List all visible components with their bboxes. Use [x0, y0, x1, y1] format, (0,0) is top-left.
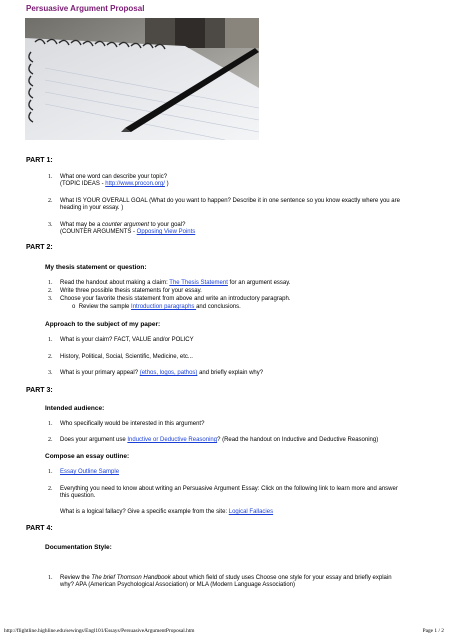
- list-number: 3.: [48, 370, 53, 376]
- list-number: 1.: [48, 280, 53, 286]
- list-item: History, Political, Social, Scientific, Medicine, etc...: [60, 354, 193, 360]
- list-number: 2.: [48, 486, 53, 492]
- part-2-label: PART 2:: [26, 244, 53, 251]
- section-heading: Intended audience:: [45, 405, 105, 412]
- list-number: 2.: [48, 198, 53, 204]
- list-item: Write three possible thesis statements for your essay.: [60, 288, 202, 294]
- part-4-label: PART 4:: [26, 525, 53, 532]
- section-heading: My thesis statement or question:: [45, 264, 147, 271]
- section-heading: Approach to the subject of my paper:: [45, 321, 161, 328]
- list-number: 2.: [48, 288, 53, 294]
- list-item: Review the The brief Thomson Handbook about which field of study uses Choose one style for your essay and briefly explain why? APA (American Psychological Association) or MLA (Modern Language Association): [60, 575, 392, 589]
- question-text: What one word can describe your topic?: [60, 174, 168, 180]
- procon-link[interactable]: http://www.procon.org/: [105, 181, 165, 188]
- introduction-paragraphs-link[interactable]: Introduction paragraphs: [131, 304, 197, 310]
- list-number: 2.: [48, 437, 53, 443]
- list-item-continuation: What is a logical fallacy? Give a specific example from the site: Logical Fallacies: [60, 509, 274, 515]
- sub-list-item: o Review the sample Introduction paragraphs and conclusions.: [72, 304, 241, 310]
- list-number: 2.: [48, 354, 53, 360]
- inductive-deductive-link[interactable]: Inductive or Deductive Reasoning: [127, 437, 218, 443]
- opposing-view-points-link[interactable]: Opposing View Points: [136, 229, 196, 236]
- list-number: 1.: [48, 575, 53, 581]
- thesis-statement-link[interactable]: The Thesis Statement: [169, 280, 228, 286]
- list-item: Everything you need to know about writing an Persuasive Argument Essay: Click on the following link to learn more and answer this question.: [60, 486, 398, 500]
- list-item: What one word can describe your topic? (TOPIC IDEAS - http://www.procon.org/ ): [60, 174, 440, 189]
- list-item: Does your argument use Inductive or Deductive Reasoning? (Read the handout on Inductive and Deductive Reasoning): [60, 437, 379, 443]
- footer-url: http://flightline.highline.edu/sewings/Engl101/Essays/PersuasiveArgumentProposal.htm: [4, 628, 195, 634]
- essay-outline-sample-link[interactable]: Essay Outline Sample: [60, 469, 120, 475]
- list-number: 1.: [48, 421, 53, 427]
- list-item: Choose your favorite thesis statement from above and write an introductory paragraph.: [60, 296, 291, 302]
- list-item: Who specifically would be interested in this argument?: [60, 421, 205, 427]
- notebook-pen-photo: [25, 18, 259, 140]
- page-number: Page 1 / 2: [422, 628, 444, 634]
- list-number: 1.: [48, 469, 53, 475]
- page-title: Persuasive Argument Proposal: [26, 4, 145, 13]
- section-heading: Documentation Style:: [45, 544, 112, 551]
- list-number: 1.: [48, 174, 53, 180]
- part-3-label: PART 3:: [26, 387, 53, 394]
- list-number: 3.: [48, 296, 53, 302]
- list-number: 3.: [48, 222, 53, 228]
- ethos-logos-pathos-link[interactable]: (ethos, logos, pathos): [139, 370, 198, 376]
- part-1-label: PART 1:: [26, 157, 53, 164]
- list-item: What is your primary appeal? (ethos, logos, pathos) and briefly explain why?: [60, 370, 264, 376]
- logical-fallacies-link[interactable]: Logical Fallacies: [228, 509, 274, 515]
- list-item: Read the handout about making a claim: The Thesis Statement for an argument essay.: [60, 280, 291, 286]
- list-item: What IS YOUR OVERALL GOAL (What do you want to happen? Describe it in one sentence so you know exactly where you are heading in your essay. ): [60, 198, 400, 212]
- list-item: What is your claim? FACT, VALUE and/or POLICY: [60, 337, 194, 343]
- list-number: 1.: [48, 337, 53, 343]
- list-item: What may be a counter argument to your goal? (COUNTER ARGUMENTS - Opposing View Points: [60, 222, 196, 236]
- list-item: [60, 469, 440, 476]
- section-heading: Compose an essay outline:: [45, 453, 130, 460]
